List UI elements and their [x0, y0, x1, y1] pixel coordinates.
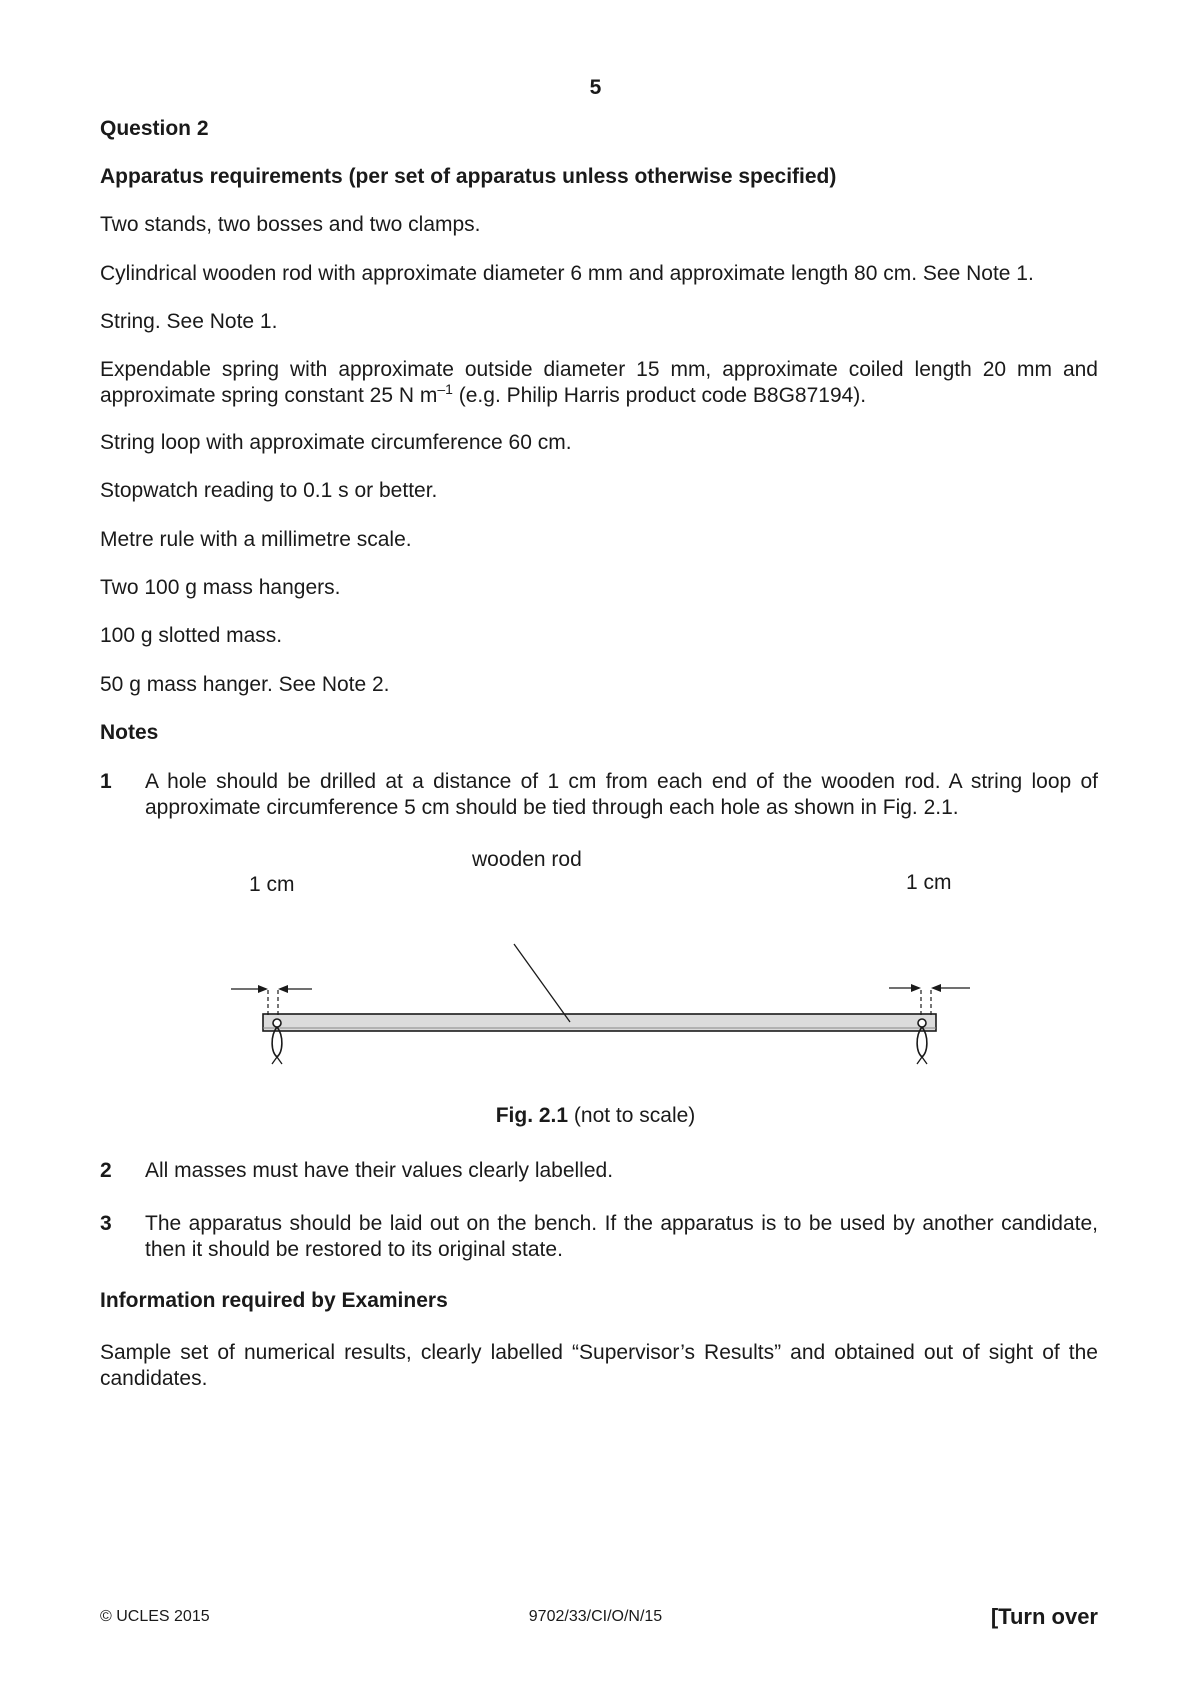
right-hole [918, 1019, 926, 1027]
footer-copyright: © UCLES 2015 [100, 1608, 210, 1625]
right-dimension-label: 1 cm [906, 871, 952, 894]
left-hole [273, 1019, 281, 1027]
apparatus-item: Two 100 g mass hangers. [100, 576, 341, 599]
figure-caption-label: Fig. 2.1 [495, 1104, 569, 1127]
notes-heading: Notes [100, 721, 159, 744]
apparatus-item: String loop with approximate circumference 60 cm. [100, 431, 572, 454]
note-number: 1 [100, 770, 112, 793]
spring-text: Expendable spring with approximate outside diameter 15 mm, approximate coiled length 20 mm and approximate spring constant 25 N m [100, 358, 1098, 407]
note-text: A hole should be drilled at a distance of 1 cm from each end of the wooden rod. A string loop of approximate circumference 5 cm should be tied through each hole as shown in Fig. 2.1. [145, 770, 1098, 819]
figure-caption [0, 1104, 1191, 1128]
apparatus-item: Cylindrical wooden rod with approximate diameter 6 mm and approximate length 80 cm. See Note 1. [100, 262, 1034, 285]
rod-leader-line [514, 944, 570, 1022]
apparatus-item: 100 g slotted mass. [100, 624, 283, 647]
page-number: 5 [589, 76, 602, 99]
question-title: Question 2 [100, 117, 209, 140]
note-text: The apparatus should be laid out on the bench. If the apparatus is to be used by another candidate, then it should be restored to its original state. [145, 1212, 1098, 1261]
spring-suffix: (e.g. Philip Harris product code B8G87194). [452, 384, 867, 407]
spring-exponent: –1 [437, 381, 453, 397]
turn-over-label: [Turn over [990, 1604, 1098, 1629]
note-number: 2 [100, 1159, 112, 1182]
figure-caption-note: (not to scale) [568, 1104, 696, 1127]
apparatus-item: Two stands, two bosses and two clamps. [100, 213, 481, 236]
examiners-heading: Information required by Examiners [100, 1289, 448, 1312]
left-dimension-label: 1 cm [249, 873, 295, 896]
apparatus-item: String. See Note 1. [100, 310, 278, 333]
apparatus-heading: Apparatus requirements (per set of apparatus unless otherwise specified) [100, 165, 837, 188]
rod-label: wooden rod [472, 848, 582, 871]
note-number: 3 [100, 1212, 112, 1235]
footer-paper-code: 9702/33/CI/O/N/15 [528, 1608, 663, 1625]
note-text: All masses must have their values clearly labelled. [145, 1159, 614, 1182]
apparatus-item: Metre rule with a millimetre scale. [100, 528, 412, 551]
apparatus-item: Stopwatch reading to 0.1 s or better. [100, 479, 438, 502]
apparatus-item: 50 g mass hanger. See Note 2. [100, 673, 390, 696]
examiners-text: Sample set of numerical results, clearly labelled “Supervisor’s Results” and obtained out of sight of the candidates. [100, 1341, 1098, 1390]
